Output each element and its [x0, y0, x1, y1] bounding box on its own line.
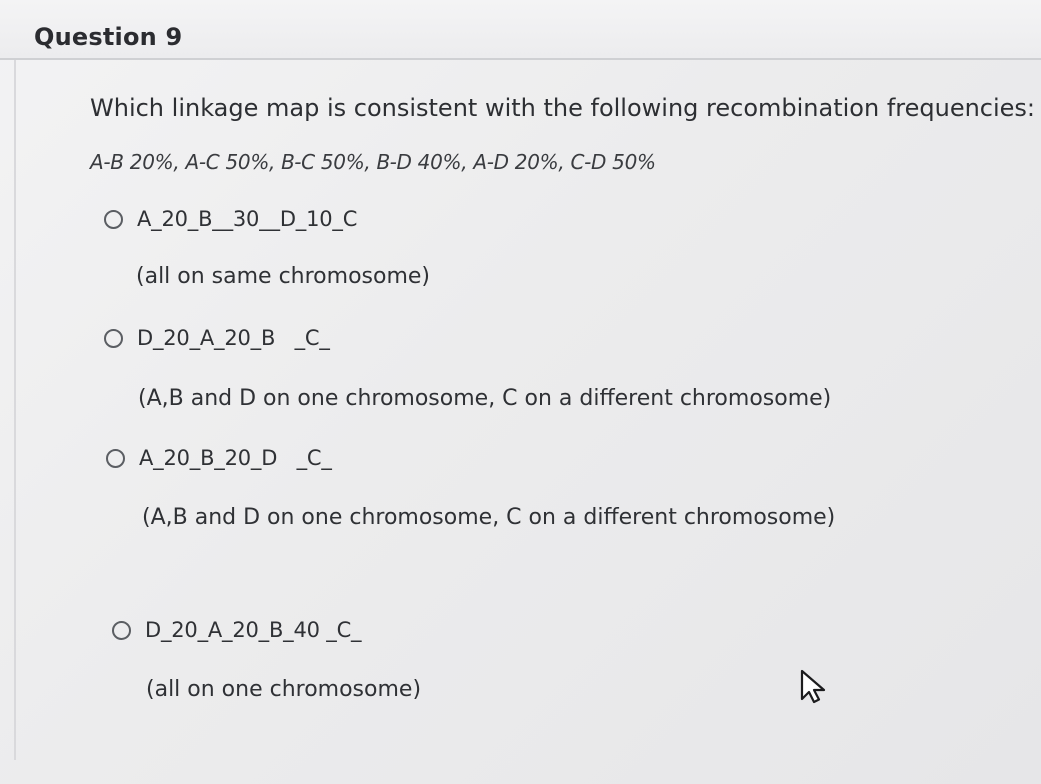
question-stem: Which linkage map is consistent with the following recombination frequencies:: [90, 94, 1036, 122]
answer-option-1[interactable]: [104, 207, 357, 231]
recombination-frequencies: A-B 20%, A-C 50%, B-C 50%, B-D 40%, A-D 20%, C-D 50%: [90, 150, 656, 174]
radio-button-icon[interactable]: [104, 329, 123, 348]
answer-option-4-note: (all on one chromosome): [146, 677, 422, 702]
answer-option-2[interactable]: [104, 326, 330, 350]
answer-option-2-label[interactable]: D_20_A_20_B _C_: [137, 326, 330, 350]
mouse-pointer-icon: [798, 668, 834, 704]
answer-option-4-label[interactable]: D_20_A_20_B_40 _C_: [145, 618, 362, 642]
radio-button-icon[interactable]: [106, 449, 125, 468]
question-header: [0, 0, 1041, 60]
question-title: Question 9: [34, 23, 183, 51]
answer-option-3-note: (A,B and D on one chromosome, C on a different chromosome): [142, 505, 836, 530]
question-left-border: [14, 60, 16, 760]
answer-option-3[interactable]: [106, 446, 332, 470]
answer-option-3-label[interactable]: A_20_B_20_D _C_: [139, 446, 332, 470]
answer-option-1-note: (all on same chromosome): [136, 264, 431, 289]
answer-option-4[interactable]: [112, 618, 361, 642]
answer-option-1-label[interactable]: A_20_B__30__D_10_C: [137, 207, 358, 231]
radio-button-icon[interactable]: [104, 210, 123, 229]
radio-button-icon[interactable]: [112, 621, 131, 640]
answer-option-2-note: (A,B and D on one chromosome, C on a different chromosome): [138, 386, 832, 411]
